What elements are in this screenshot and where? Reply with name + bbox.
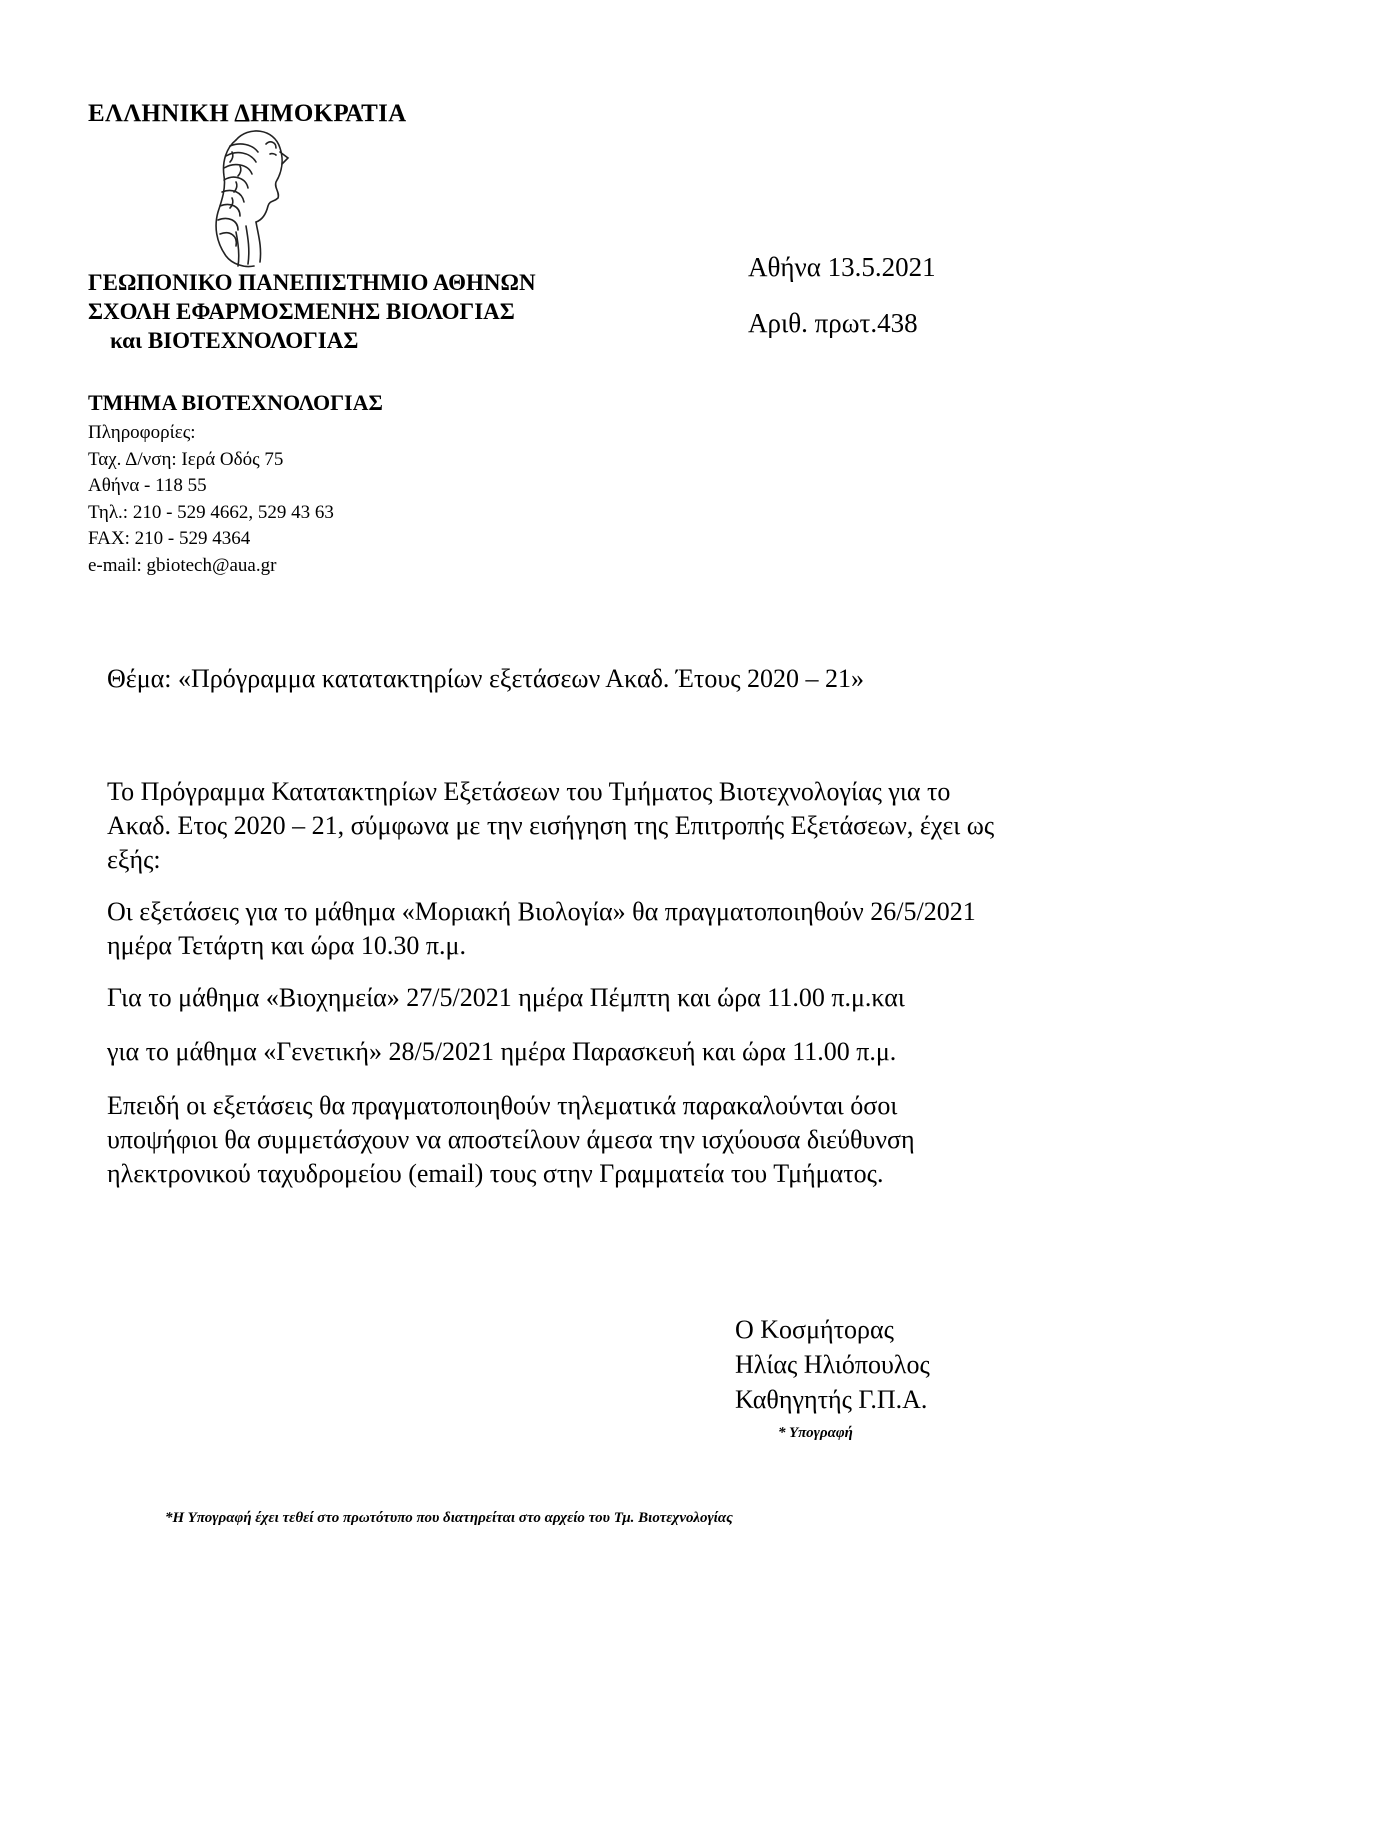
contact-info-label: Πληροφορίες: bbox=[88, 422, 196, 443]
body-paragraph-genetics bbox=[107, 1035, 1157, 1069]
contact-fax: FAX: 210 - 529 4364 bbox=[88, 528, 251, 549]
department-block bbox=[88, 390, 383, 579]
body-line: ηλεκτρονικού ταχυδρομείου (email) τους στην Γραμματεία του Τμήματος. bbox=[107, 1159, 884, 1188]
letter-date: Αθήνα 13.5.2021 bbox=[748, 252, 936, 282]
republic-heading: ΕΛΛΗΝΙΚΗ ΔΗΜΟΚΡΑΤΙΑ bbox=[88, 100, 407, 127]
school-name-line2: και ΒΙΟΤΕΧΝΟΛΟΓΙΑΣ bbox=[110, 328, 359, 353]
body-paragraph-biochemistry bbox=[107, 981, 1157, 1015]
body-line: υποψήφιοι θα συμμετάσχουν να αποστείλουν άμεσα την ισχύουσα διεύθυνση bbox=[107, 1125, 915, 1154]
signatory-name: Ηλίας Ηλιόπουλος bbox=[735, 1350, 930, 1379]
signature-block bbox=[735, 1312, 930, 1417]
body-line: ημέρα Τετάρτη και ώρα 10.30 π.μ. bbox=[107, 931, 466, 960]
school-name-line1: ΣΧΟΛΗ ΕΦΑΡΜΟΣΜΕΝΗΣ ΒΙΟΛΟΓΙΑΣ bbox=[88, 299, 515, 324]
body-line: Για το μάθημα «Βιοχημεία» 27/5/2021 ημέρα Πέμπτη και ώρα 11.00 π.μ.και bbox=[107, 983, 905, 1012]
signatory-title: Καθηγητής Γ.Π.Α. bbox=[735, 1385, 928, 1414]
body-paragraph-email-request bbox=[107, 1089, 1157, 1191]
university-name: ΓΕΩΠΟΝΙΚΟ ΠΑΝΕΠΙΣΤΗΜΙΟ ΑΘΗΝΩΝ bbox=[88, 270, 536, 295]
body-line: Επειδή οι εξετάσεις θα πραγματοποιηθούν τηλεματικά παρακαλούνται όσοι bbox=[107, 1091, 898, 1120]
protocol-number: Αριθ. πρωτ.438 bbox=[748, 308, 918, 338]
contact-address: Ταχ. Δ/νση: Ιερά Οδός 75 bbox=[88, 448, 284, 470]
body-line: εξής: bbox=[107, 845, 161, 874]
letter-body bbox=[107, 775, 1157, 1209]
signatory-role: Ο Κοσμήτορας bbox=[735, 1315, 894, 1344]
body-paragraph-intro bbox=[107, 775, 1157, 877]
body-line: Το Πρόγραμμα Κατατακτηρίων Εξετάσεων του Τμήματος Βιοτεχνολογίας για το bbox=[107, 777, 951, 806]
body-line: Οι εξετάσεις για το μάθημα «Μοριακή Βιολογία» θα πραγματοποιηθούν 26/5/2021 bbox=[107, 897, 976, 926]
body-line: για το μάθημα «Γενετική» 28/5/2021 ημέρα Παρασκευή και ώρα 11.00 π.μ. bbox=[107, 1037, 897, 1066]
contact-city: Αθήνα - 118 55 bbox=[88, 475, 207, 496]
body-paragraph-molecular-biology bbox=[107, 895, 1157, 963]
university-header bbox=[88, 268, 536, 355]
athena-emblem-icon bbox=[196, 122, 296, 272]
contact-phone: Τηλ.: 210 - 529 4662, 529 43 63 bbox=[88, 501, 334, 523]
footnote: *Η Υπογραφή έχει τεθεί στο πρωτότυπο που διατηρείται στο αρχείο του Τμ. Βιοτεχνολογίας bbox=[165, 1510, 733, 1526]
date-protocol-block bbox=[748, 252, 936, 339]
signature-note: * Υπογραφή bbox=[778, 1425, 853, 1441]
contact-email: e-mail: gbiotech@aua.gr bbox=[88, 554, 277, 576]
body-line: Ακαδ. Ετος 2020 – 21, σύμφωνα με την εισήγηση της Επιτροπής Εξετάσεων, έχει ως bbox=[107, 811, 995, 840]
department-title: ΤΜΗΜΑ ΒΙΟΤΕΧΝΟΛΟΓΙΑΣ bbox=[88, 390, 383, 415]
letter-subject: Θέμα: «Πρόγραμμα κατατακτηρίων εξετάσεων Ακαδ. Έτους 2020 – 21» bbox=[107, 664, 864, 693]
